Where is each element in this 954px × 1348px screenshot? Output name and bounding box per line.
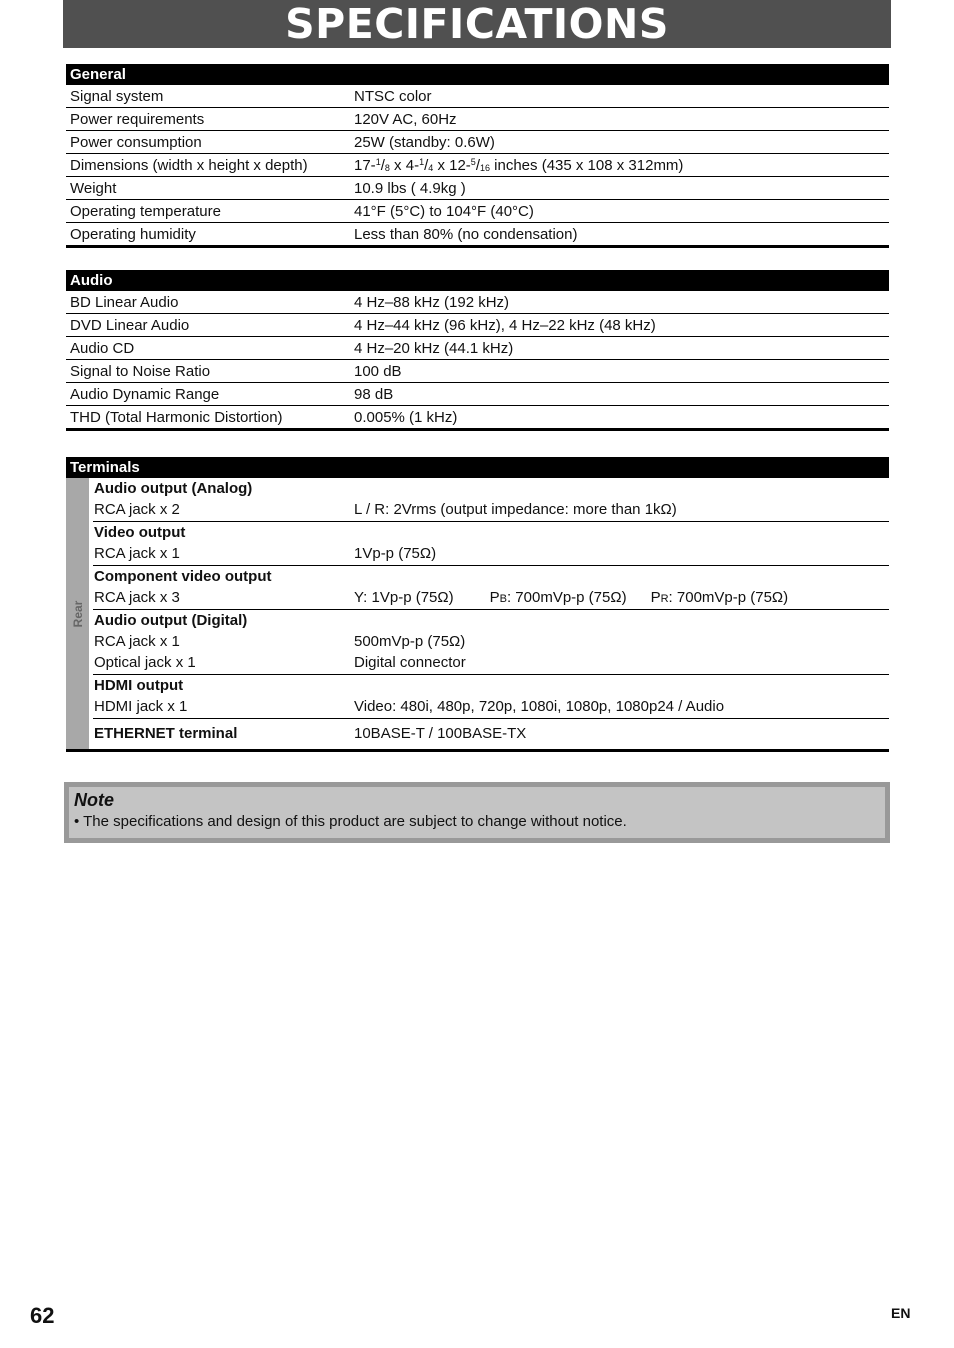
spec-label: Audio CD [66, 337, 350, 360]
group-heading: Component video output [94, 568, 272, 585]
spec-value: 4 Hz–20 kHz (44.1 kHz) [350, 337, 889, 360]
analog-audio-group [93, 478, 889, 522]
spec-value: Video: 480i, 480p, 720p, 1080i, 1080p, 1080p24 / Audio [354, 698, 725, 715]
video-output-group [93, 522, 889, 566]
spec-label: DVD Linear Audio [66, 314, 350, 337]
spec-label: Power requirements [66, 108, 350, 131]
spec-label: Power consumption [66, 131, 350, 154]
note-text: • The specifications and design of this product are subject to change without notice. [74, 813, 627, 830]
general-heading: General [66, 64, 889, 85]
spec-label: THD (Total Harmonic Distortion) [66, 406, 350, 430]
group-heading: Audio output (Digital) [94, 612, 248, 629]
spec-value: 25W (standby: 0.6W) [350, 131, 889, 154]
spec-value: 10.9 lbs ( 4.9kg ) [350, 177, 889, 200]
table-row [66, 108, 889, 131]
audio-table [66, 270, 889, 431]
terminals-table [66, 457, 889, 752]
spec-value: Digital connector [354, 654, 466, 671]
spec-value: NTSC color [350, 85, 889, 108]
table-row [66, 223, 889, 247]
table-row [66, 337, 889, 360]
spec-label: Optical jack x 1 [94, 654, 196, 671]
language-code: EN [891, 1305, 911, 1321]
dimensions-value: $17-^1/_8$ x $4-^1/_4$ x $12-^5/_{16}$ inches (435 x 108 x 312mm) [350, 154, 889, 177]
terminals-heading: Terminals [66, 457, 889, 478]
group-heading: Video output [94, 524, 186, 541]
table-row [66, 200, 889, 223]
spec-label: Audio Dynamic Range [66, 383, 350, 406]
spec-label: Operating temperature [66, 200, 350, 223]
spec-label: Signal to Noise Ratio [66, 360, 350, 383]
group-heading: Audio output (Analog) [94, 480, 253, 497]
table-row [66, 314, 889, 337]
rear-side-label: Rear [66, 478, 89, 749]
spec-label: ETHERNET terminal [94, 725, 238, 742]
table-row [66, 177, 889, 200]
title-bar [63, 0, 891, 48]
spec-value: 98 dB [350, 383, 889, 406]
spec-label: RCA jack x 3 [94, 589, 180, 606]
spec-value: 1Vp-p (75Ω) [354, 545, 437, 562]
spec-label: Operating humidity [66, 223, 350, 247]
table-row [66, 383, 889, 406]
table-row [66, 154, 889, 177]
component-video-group [93, 566, 889, 610]
note-title: Note [74, 790, 114, 810]
spec-label: Signal system [66, 85, 350, 108]
spec-label: RCA jack x 1 [94, 545, 180, 562]
spec-label: BD Linear Audio [66, 291, 350, 314]
spec-label: RCA jack x 2 [94, 501, 180, 518]
spec-value: 120V AC, 60Hz [350, 108, 889, 131]
table-row [66, 360, 889, 383]
ethernet-group [93, 719, 889, 749]
spec-value: 4 Hz–88 kHz (192 kHz) [350, 291, 889, 314]
spec-label: Weight [66, 177, 350, 200]
spec-value: 41°F (5°C) to 104°F (40°C) [350, 200, 889, 223]
hdmi-output-group [93, 675, 889, 719]
general-table [66, 64, 889, 248]
spec-label: Dimensions (width x height x depth) [66, 154, 350, 177]
spec-value: 500mVp-p (75Ω) [354, 633, 466, 650]
table-row [66, 85, 889, 108]
audio-heading: Audio [66, 270, 889, 291]
spec-value: 0.005% (1 kHz) [350, 406, 889, 430]
table-row [66, 131, 889, 154]
spec-value: 10BASE-T / 100BASE-TX [354, 725, 527, 742]
page-title: SPECIFICATIONS [285, 0, 669, 48]
spec-value: 4 Hz–44 kHz (96 kHz), 4 Hz–22 kHz (48 kHz) [350, 314, 889, 337]
spec-value: Less than 80% (no condensation) [350, 223, 889, 247]
spec-label: HDMI jack x 1 [94, 698, 188, 715]
note-box [64, 782, 890, 843]
table-row [66, 406, 889, 430]
spec-value: 100 dB [350, 360, 889, 383]
spec-value: L / R: 2Vrms (output impedance: more than 1kΩ) [354, 501, 677, 518]
table-row [66, 291, 889, 314]
page-number: 62 [30, 1303, 55, 1328]
group-heading: HDMI output [94, 677, 184, 694]
spec-label: RCA jack x 1 [94, 633, 180, 650]
spec-value: Y: 1Vp-p (75Ω) PB: 700mVp-p (75Ω) PR: 700mVp-p (75Ω) [354, 589, 789, 606]
digital-audio-group [93, 610, 889, 675]
